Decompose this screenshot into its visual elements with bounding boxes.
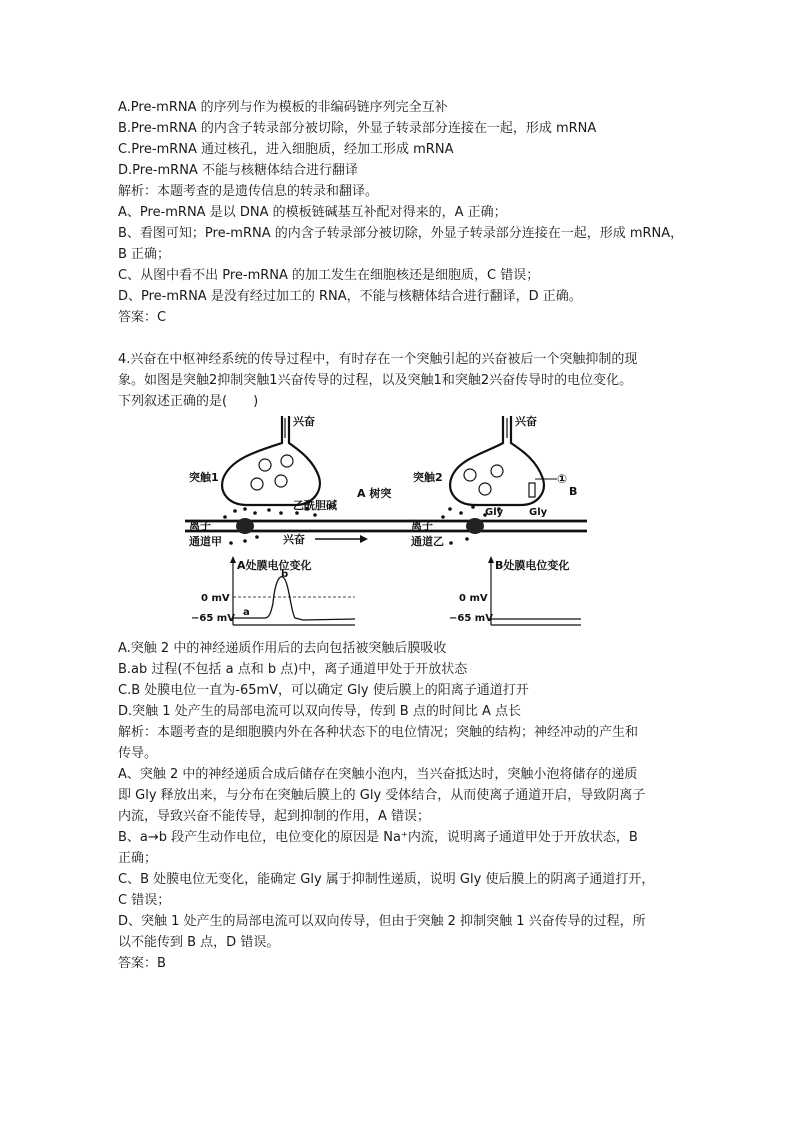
graph-a-zero-mv: 0 mV [201, 593, 230, 604]
q3-option-a: A.Pre-mRNA 的序列与作为模板的非编码链序列完全互补 [118, 100, 448, 115]
graph-a-point-a: a [243, 607, 250, 618]
vesicles-2 [464, 465, 503, 495]
q4-stem-line: 象。如图是突触2抑制突触1兴奋传导的过程，以及突触1和突触2兴奋传导时的电位变化。 [118, 373, 633, 388]
label-excite-2: 兴奋 [515, 415, 537, 428]
label-channel-1a: 离子 [189, 519, 211, 532]
label-excite-1: 兴奋 [293, 415, 315, 428]
label-ach: 乙酰胆碱 [293, 499, 337, 512]
q4-analysis-line: 即 Gly 释放出来，与分布在突触后膜上的 Gly 受体结合，从而使离子通道开启，导致阴离子 [118, 788, 646, 803]
graph-a-title: A处膜电位变化 [237, 559, 312, 572]
q4-analysis-line: B、a→b 段产生动作电位，电位变化的原因是 Na⁺内流，说明离子通道甲处于开放状态，B [118, 830, 638, 845]
label-channel-2a: 离子 [411, 519, 433, 532]
q3-option-b: B.Pre-mRNA 的内含子转录部分被切除，外显子转录部分连接在一起，形成 mRNA [118, 121, 597, 136]
graph-b-neg65: −65 mV [449, 613, 493, 624]
q4-analysis-line: 正确； [118, 851, 158, 866]
label-gly-2: Gly [529, 507, 548, 518]
q4-stem-line: 下列叙述正确的是( ) [118, 394, 259, 409]
label-dendrite: A 树突 [357, 487, 392, 500]
graph-b [449, 556, 581, 625]
label-channel-1b: 通道甲 [189, 535, 222, 548]
presynaptic-terminal-1 [222, 416, 320, 505]
presynaptic-terminal-2 [450, 416, 544, 505]
q4-stem-line: 4.兴奋在中枢神经系统的传导过程中，有时存在一个突触引起的兴奋被后一个突触抑制的现 [118, 352, 638, 367]
q4-answer: 答案：B [118, 956, 166, 971]
label-circle-1: ① [557, 472, 568, 486]
q3-option-c: C.Pre-mRNA 通过核孔，进入细胞质，经加工形成 mRNA [118, 142, 454, 157]
ion-channel-jia [236, 518, 254, 534]
receptor-1-marker [529, 483, 535, 497]
synapse-figure [185, 413, 587, 631]
q4-option-a: A.突触 2 中的神经递质作用后的去向包括被突触后膜吸收 [118, 641, 447, 656]
q4-option-c: C.B 处膜电位一直为-65mV，可以确定 Gly 使后膜上的阳离子通道打开 [118, 683, 529, 698]
graph-a-neg65: −65 mV [191, 613, 235, 624]
q3-analysis-line: D、Pre-mRNA 是没有经过加工的 RNA，不能与核糖体结合进行翻译，D 正确。 [118, 289, 582, 304]
label-point-b: B [569, 485, 578, 498]
vesicles-1 [251, 455, 293, 490]
q4-analysis-line: C 错误； [118, 893, 171, 908]
q3-analysis-line: A、Pre-mRNA 是以 DNA 的模板链碱基互补配对得来的，A 正确； [118, 205, 507, 220]
q4-analysis-line: 以不能传到 B 点，D 错误。 [118, 935, 280, 950]
q3-option-d: D.Pre-mRNA 不能与核糖体结合进行翻译 [118, 163, 358, 178]
q3-analysis-line: 解析：本题考查的是遗传信息的转录和翻译。 [118, 184, 379, 199]
graph-b-title: B处膜电位变化 [495, 559, 570, 572]
graph-a-point-b: b [281, 569, 289, 580]
q4-analysis-line: C、B 处膜电位无变化，能确定 Gly 属于抑制性递质，说明 Gly 使后膜上的阴离子通道打开， [118, 872, 655, 887]
q4-analysis-line: 传导。 [118, 746, 158, 761]
graph-a [191, 556, 355, 625]
label-synapse-2: 突触2 [413, 471, 443, 484]
q4-option-b: B.ab 过程(不包括 a 点和 b 点)中，离子通道甲处于开放状态 [118, 662, 468, 677]
graph-b-zero-mv: 0 mV [459, 593, 488, 604]
q3-analysis-line: B 正确； [118, 247, 171, 262]
q3-analysis-line: B、看图可知；Pre-mRNA 的内含子转录部分被切除，外显子转录部分连接在一起，形成 mRNA， [118, 226, 684, 241]
q4-option-d: D.突触 1 处产生的局部电流可以双向传导，传到 B 点的时间比 A 点长 [118, 704, 522, 719]
q4-analysis-line: A、突触 2 中的神经递质合成后储存在突触小泡内，当兴奋抵达时，突触小泡将储存的递质 [118, 767, 638, 782]
action-potential-curve [233, 577, 355, 620]
label-synapse-1: 突触1 [189, 471, 219, 484]
label-excite-arrow: 兴奋 [283, 533, 305, 546]
q4-analysis-line: 解析：本题考查的是细胞膜内外在各种状态下的电位情况；突触的结构；神经冲动的产生和 [118, 725, 639, 740]
ion-channel-yi [466, 518, 484, 534]
label-gly-1: Gly [485, 507, 504, 518]
q3-answer: 答案：C [118, 310, 167, 325]
q4-analysis-line: D、突触 1 处产生的局部电流可以双向传导，但由于突触 2 抑制突触 1 兴奋传导的过程，所 [118, 914, 646, 929]
q4-analysis-line: 内流，导致兴奋不能传导，起到抑制的作用，A 错误； [118, 809, 431, 824]
q3-analysis-line: C、从图中看不出 Pre-mRNA 的加工发生在细胞核还是细胞质，C 错误； [118, 268, 540, 283]
label-channel-2b: 通道乙 [411, 535, 444, 548]
